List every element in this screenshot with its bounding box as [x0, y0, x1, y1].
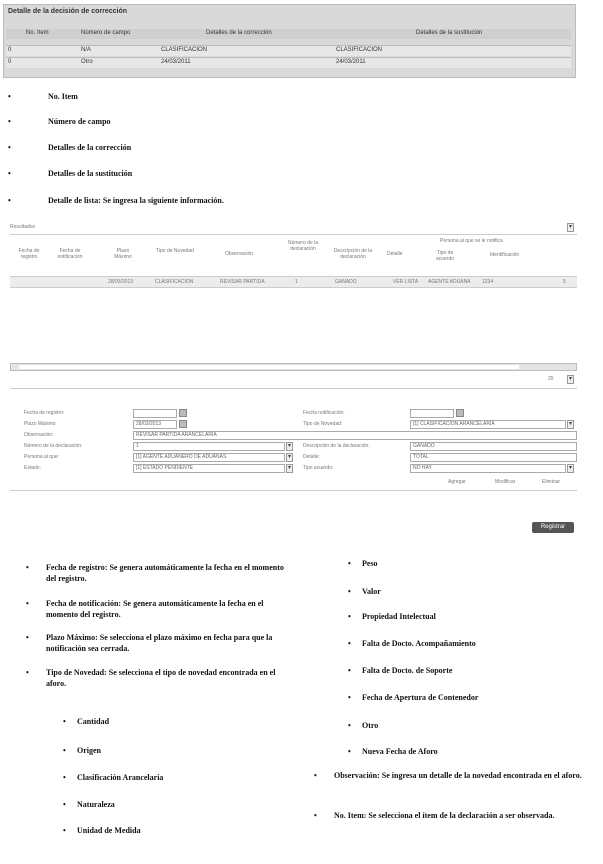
- bullet-item: [26, 667, 286, 689]
- table-cell: 0: [8, 59, 12, 65]
- table-cell: Otro: [81, 59, 93, 65]
- persona-select[interactable]: [1] AGENTE ADUANERO DE ADUANAS: [133, 453, 285, 462]
- grid-header: Fecha de registro: [18, 248, 40, 260]
- bullet-text: Tipo de Novedad: Se selecciona el tipo de novedad encontrada en el aforo.: [46, 668, 276, 688]
- bullet-text: Plazo Máximo: Se selecciona el plazo máximo en fecha para que la notificación sea cerrada.: [46, 633, 273, 653]
- fecha-registro-input[interactable]: [133, 409, 177, 418]
- table-header: Número de campo: [81, 30, 131, 36]
- sub-bullet: • Propiedad Intelectual: [362, 612, 436, 621]
- divider: [10, 388, 577, 389]
- plazo-input[interactable]: 28/03/2013: [133, 420, 177, 429]
- collapse-icon[interactable]: ▾: [568, 223, 572, 230]
- grid-cell: VER LISTA: [393, 279, 419, 285]
- grid-cell: REVISAR PARTIDA: [220, 279, 265, 285]
- grid-cell: 28/03/2013: [108, 279, 134, 285]
- bullet-item: • Número de campo: [48, 117, 111, 126]
- sub-bullet: • Nueva Fecha de Aforo: [362, 747, 438, 756]
- descripcion-declaracion-label: Descripción de la declaración:: [303, 443, 370, 449]
- tipo-acuerdo-select[interactable]: NO HAY: [410, 464, 566, 473]
- table-title: Detalle de la decisión de corrección: [8, 8, 128, 15]
- table-cell: CLASIFICACION: [161, 47, 208, 53]
- calendar-icon[interactable]: [179, 409, 187, 417]
- page-size: 25: [548, 376, 554, 382]
- modificar-button[interactable]: Modificar: [495, 479, 516, 485]
- grid-cell: GANADO: [335, 279, 357, 285]
- grid-cell: 1234: [482, 279, 494, 285]
- grid-cell: 5: [563, 279, 566, 285]
- bullet-dot: •: [314, 771, 317, 780]
- sub-bullet: • Cantidad: [77, 717, 109, 726]
- sub-bullet: • Falta de Docto. de Soporte: [362, 666, 452, 675]
- table-cell: 24/03/2011: [336, 59, 366, 65]
- table-cell: N/A: [81, 47, 92, 53]
- sub-bullet: • Origen: [77, 746, 101, 755]
- bullet-item: [26, 632, 286, 654]
- table-cell: CLASIFICACION: [336, 47, 383, 53]
- table-header: Detalles de la sustitución: [416, 30, 483, 36]
- grid-header: Fecha de notificación: [57, 248, 83, 260]
- grid-header: Tipo de acuerdo: [435, 250, 455, 262]
- bullet-item: [314, 810, 586, 821]
- tipo-novedad-label: Tipo de Novedad:: [303, 421, 343, 427]
- fecha-notificacion-input[interactable]: [410, 409, 454, 418]
- persona-label: Persona al que:: [24, 454, 60, 460]
- grid-header: Descripción de la declaración: [333, 248, 373, 260]
- grid-row[interactable]: [10, 276, 577, 288]
- table-cell: 0: [8, 47, 12, 53]
- sub-bullet: • Valor: [362, 587, 381, 596]
- grid-header: Persona al que se le notifica: [440, 238, 503, 244]
- scrollbar-thumb[interactable]: [19, 365, 519, 369]
- dropdown-icon[interactable]: ▾: [568, 420, 572, 427]
- tipo-novedad-select[interactable]: [1] CLASIFICACION ARANCELARIA: [410, 420, 566, 429]
- correction-decision-table: [3, 4, 576, 78]
- notification-form-screenshot: [10, 210, 577, 560]
- grid-header: Identificación: [490, 252, 520, 258]
- detalle-input[interactable]: TOTAL: [410, 453, 577, 462]
- calendar-icon[interactable]: [456, 409, 464, 417]
- dropdown-icon[interactable]: ▾: [568, 464, 572, 471]
- bullet-text: Fecha de notificación: Se genera automáticamente la fecha en el momento del registro.: [46, 599, 264, 619]
- bullet-item: [26, 562, 286, 584]
- grid-cell: AGENTE ADUANA: [428, 279, 471, 285]
- sub-bullet: • Unidad de Medida: [77, 826, 141, 835]
- plazo-label: Plazo Máximo:: [24, 421, 57, 427]
- bullet-item: • No. Item: [48, 92, 78, 101]
- observacion-label: Observación:: [24, 432, 54, 438]
- bullet-item: • Detalles de la sustitución: [48, 169, 132, 178]
- estado-select[interactable]: [1] ESTADO PENDIENTE: [133, 464, 285, 473]
- divider: [10, 234, 577, 235]
- horizontal-scrollbar[interactable]: [10, 363, 577, 371]
- tipo-acuerdo-label: Tipo acuerdo:: [303, 465, 334, 471]
- bullet-dot: •: [26, 563, 29, 572]
- bullet-text: Observación: Se ingresa un detalle de la novedad encontrada en el aforo.: [334, 771, 582, 780]
- detalle-label: Detalle:: [303, 454, 320, 460]
- sub-bullet: • Naturaleza: [77, 800, 115, 809]
- bullet-dot: •: [26, 599, 29, 608]
- registrar-button[interactable]: Registrar: [532, 522, 574, 533]
- table-row: [6, 57, 571, 68]
- bullet-item: [26, 598, 286, 620]
- estado-label: Estado:: [24, 465, 41, 471]
- table-header: Detalles de la corrección: [206, 30, 272, 36]
- grid-header: Tipo de Novedad: [156, 248, 194, 254]
- bullet-dot: •: [26, 633, 29, 642]
- eliminar-button[interactable]: Eliminar: [542, 479, 561, 485]
- divider: [10, 490, 577, 491]
- table-row: [6, 45, 571, 56]
- table-header: No. Item: [26, 30, 49, 36]
- grid-cell: CLASIFICACION: [155, 279, 194, 285]
- agregar-button[interactable]: Agregar: [448, 479, 466, 485]
- table-cell: 24/03/2011: [161, 59, 191, 65]
- fecha-notificacion-label: Fecha notificación:: [303, 410, 345, 416]
- grid-header: Detalle: [387, 251, 403, 257]
- sub-bullet: • Peso: [362, 559, 378, 568]
- sub-bullet: • Clasificación Arancelaria: [77, 773, 163, 782]
- observacion-input[interactable]: REVISAR PARTIDA ARANCELARIA: [133, 431, 577, 440]
- sub-bullet: • Otro: [362, 721, 378, 730]
- bullet-dot: •: [26, 668, 29, 677]
- grid-header: Plazo Máximo: [114, 248, 132, 260]
- numero-declaracion-select[interactable]: 1: [133, 442, 285, 451]
- calendar-icon[interactable]: [179, 420, 187, 428]
- descripcion-declaracion-input[interactable]: GANADO: [410, 442, 577, 451]
- dropdown-icon[interactable]: ▾: [287, 464, 291, 471]
- sub-bullet: • Fecha de Apertura de Contenedor: [362, 693, 478, 702]
- bullet-text: No. Item: Se selecciona el ítem de la declaración a ser observada.: [334, 811, 555, 820]
- grid-header: Observación: [225, 251, 254, 257]
- table-header-row: [6, 29, 571, 39]
- sub-bullet: • Falta de Docto. Acompañamiento: [362, 639, 476, 648]
- numero-declaracion-label: Número de la declaración:: [24, 443, 83, 449]
- dropdown-icon[interactable]: ▾: [287, 453, 291, 460]
- fecha-registro-label: Fecha de registro:: [24, 410, 65, 416]
- bullet-item: [314, 770, 586, 781]
- bullet-item: • Detalle de lista: Se ingresa la siguiente información.: [48, 196, 224, 205]
- grid-header: Número de la declaración: [288, 240, 319, 252]
- dropdown-icon[interactable]: ▾: [287, 442, 291, 449]
- grid-cell: 1: [295, 279, 298, 285]
- page-size-dropdown-icon[interactable]: ▾: [568, 375, 572, 382]
- grid-label: Resultados: [10, 224, 36, 230]
- bullet-text: Fecha de registro: Se genera automáticamente la fecha en el momento del registro.: [46, 563, 284, 583]
- bullet-item: • Detalles de la corrección: [48, 143, 131, 152]
- bullet-dot: •: [314, 811, 317, 820]
